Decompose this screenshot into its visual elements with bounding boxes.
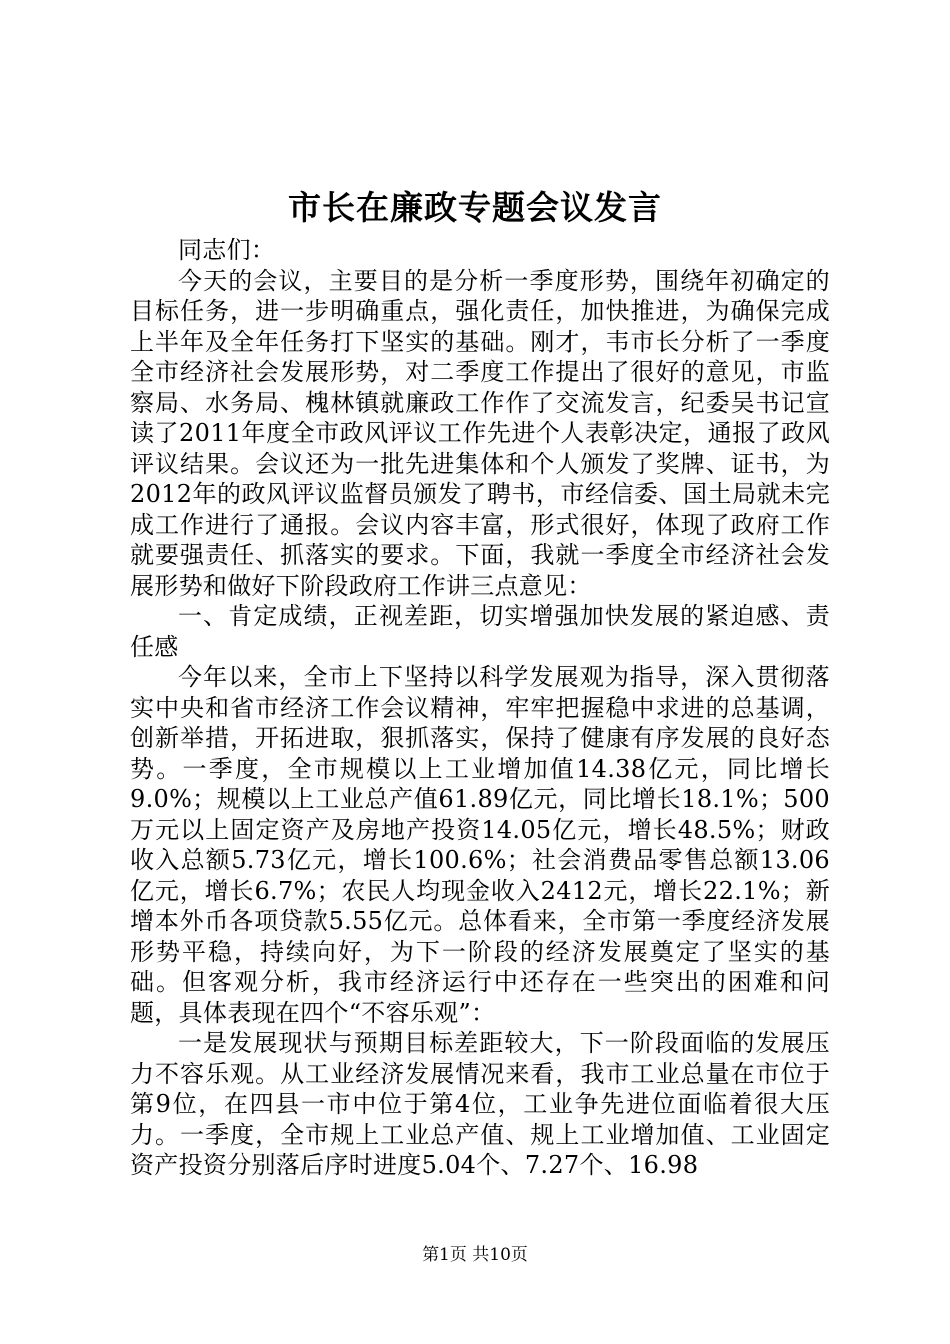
paragraph-economic-summary: 今年以来，全市上下坚持以科学发展观为指导，深入贯彻落实中央和省市经济工作会议精神，牢牢把握稳中求进的总基调，创新举措，开拓进取，狠抓落实，保持了健康有序发展的良好态势。一季度，全市规模以上工业增加值14.38亿元，同比增长9.0%；规模以上工业总产值61.89亿元，同比增长18.1%；500万元以上固定资产及房地产投资14.05亿元，增长48.5%；财政收入总额5.73亿元，增长100.6%；社会消费品零售总额13.06亿元，增长6.7%；农民人均现金收入2412元，增长22.1%；新增本外币各项贷款5.55亿元。总体看来，全市第一季度经济发展形势平稳，持续向好，为下一阶段的经济发展奠定了坚实的基础。但客观分析，我市经济运行中还存在一些突出的困难和问题，具体表现在四个“不容乐观”： [130,663,830,1027]
document-body [130,235,830,1181]
paragraph-first-concern: 一是发展现状与预期目标差距较大，下一阶段面临的发展压力不容乐观。从工业经济发展情况来看，我市工业总量在市位于第9位，在四县一市中位于第4位，工业争先进位面临着很大压力。一季度，全市规上工业总产值、规上工业增加值、工业固定资产投资分别落后序时进度5.04个、7.27个、16.98 [130,1029,830,1179]
page-number-footer: 第1页 共10页 [422,1245,528,1265]
paragraph-intro: 今天的会议，主要目的是分析一季度形势，围绕年初确定的目标任务，进一步明确重点，强化责任，加快推进，为确保完成上半年及全年任务打下坚实的基础。刚才，韦市长分析了一季度全市经济社会发展形势，对二季度工作提出了很好的意见，市监察局、水务局、槐林镇就廉政工作作了交流发言，纪委吴书记宣读了2011年度全市政风评议工作先进个人表彰决定，通报了政风评议结果。会议还为一批先进集体和个人颁发了奖牌、证书，为2012年的政风评议监督员颁发了聘书，市经信委、国土局就未完成工作进行了通报。会议内容丰富，形式很好，体现了政府工作就要强责任、抓落实的要求。下面，我就一季度全市经济社会发展形势和做好下阶段政府工作讲三点意见： [130,266,830,600]
section-heading-1: 一、肯定成绩，正视差距，切实增强加快发展的紧迫感、责任感 [130,602,830,661]
document-title: 市长在廉政专题会议发言 [288,188,662,227]
paragraph-salutation: 同志们： [178,236,276,264]
